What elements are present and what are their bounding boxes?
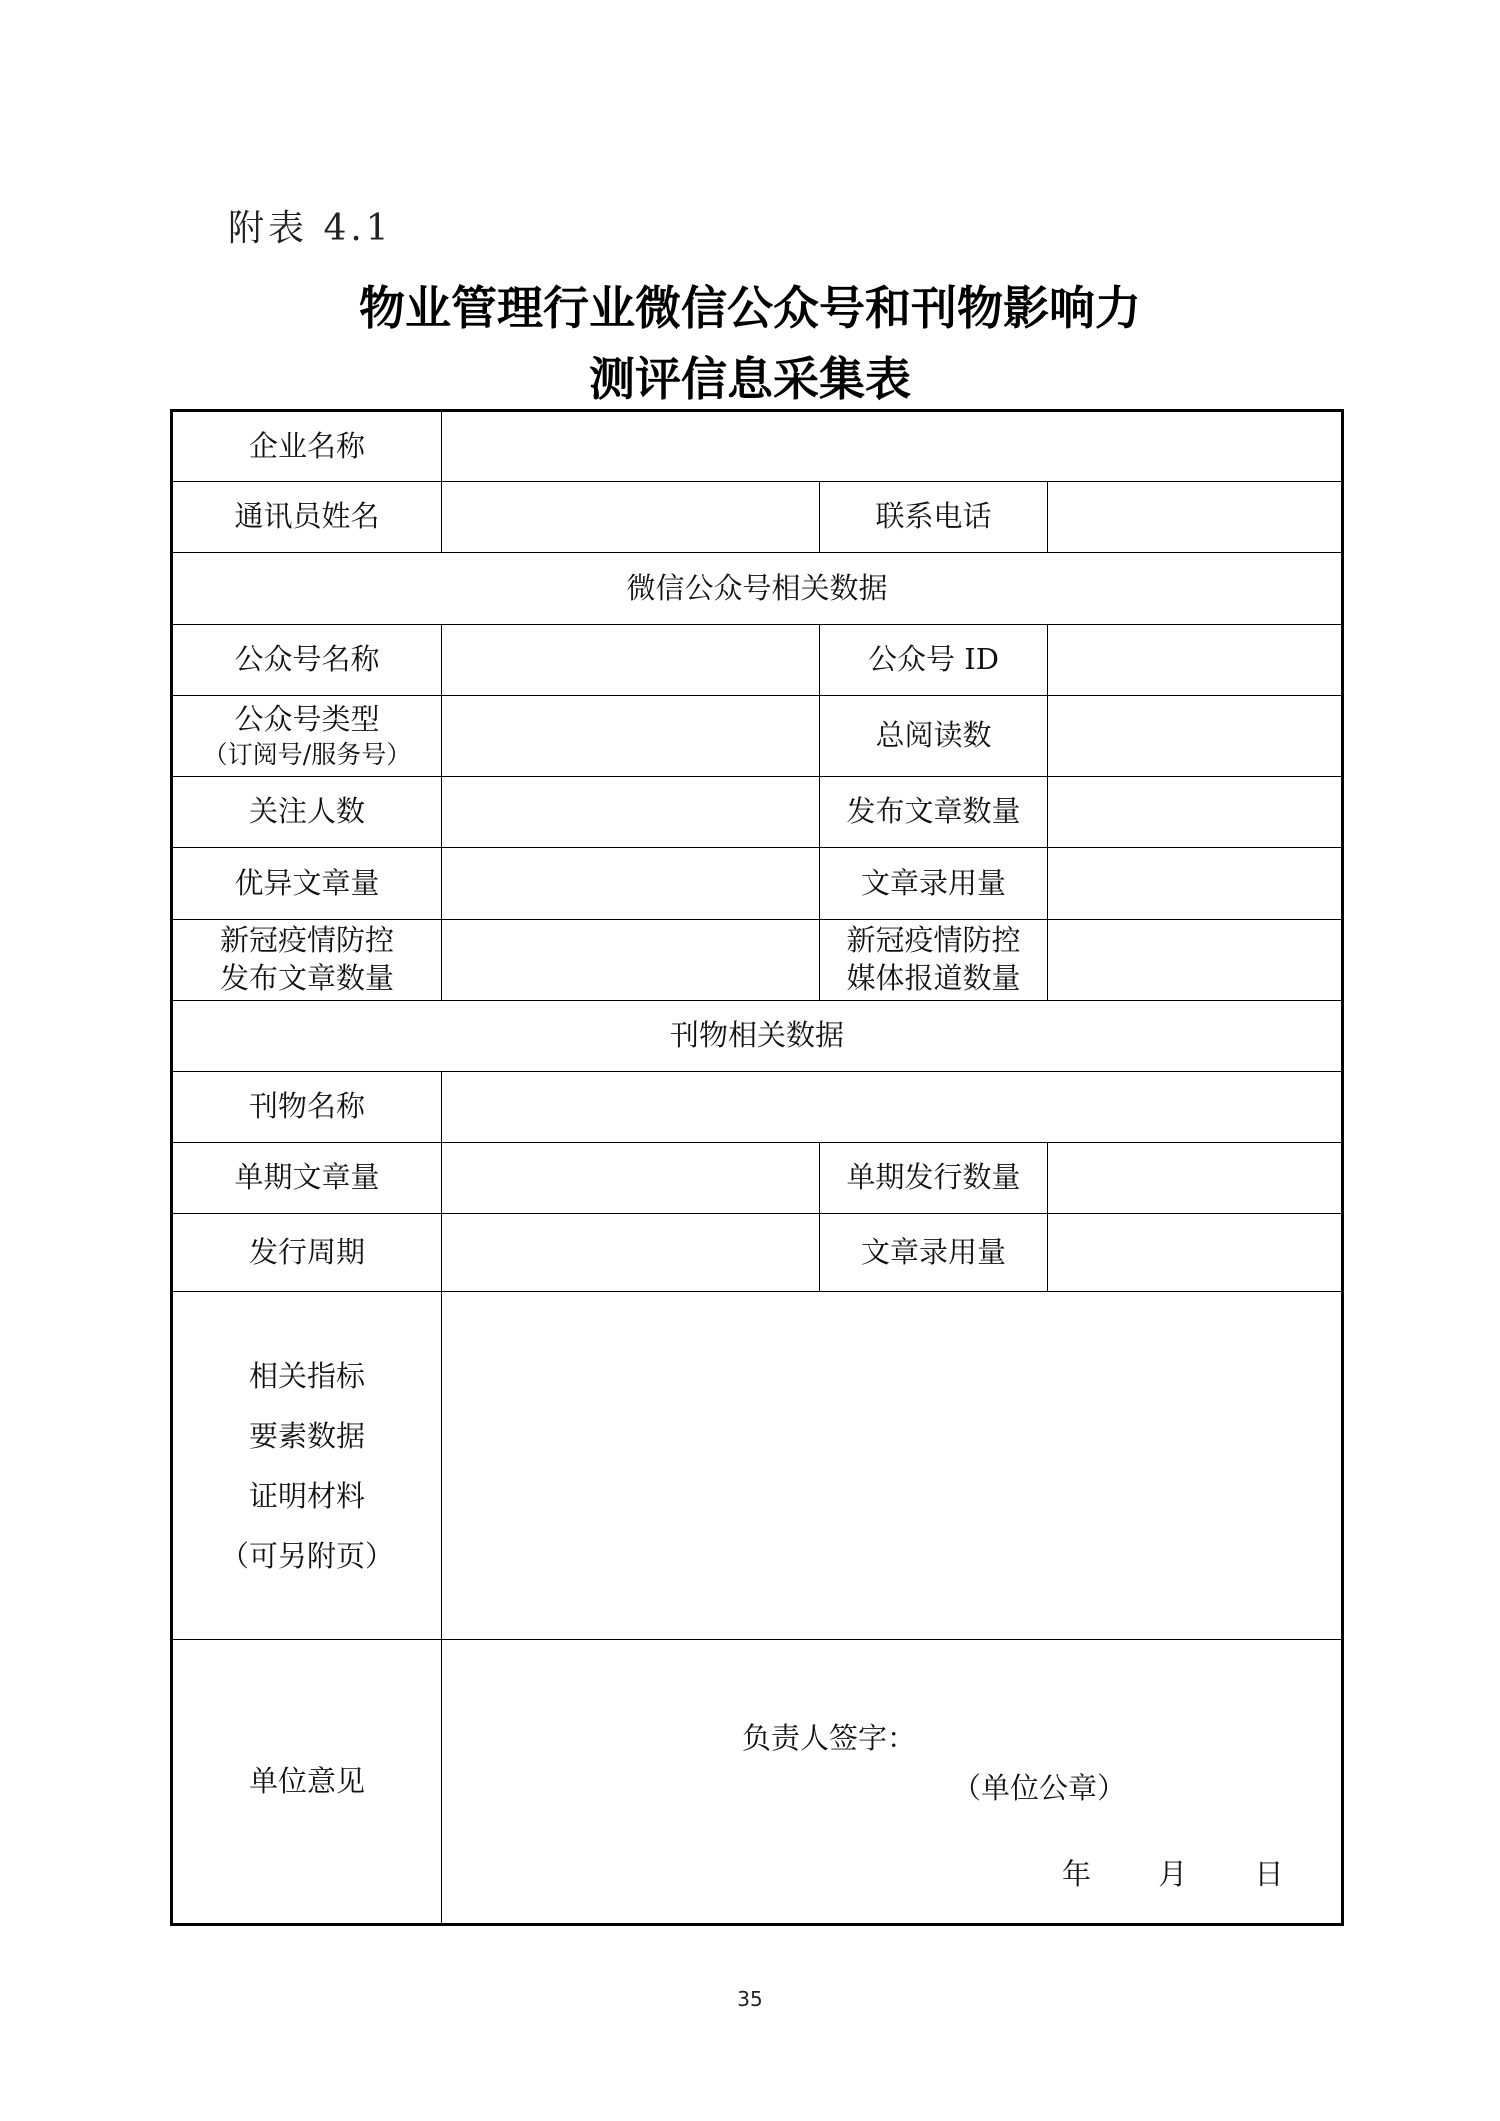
covid-media-line2: 媒体报道数量 — [846, 961, 1021, 995]
account-id-label: 公众号 ID — [820, 625, 1048, 696]
excellent-articles-label: 优异文章量 — [172, 848, 442, 920]
table-row — [172, 553, 1343, 625]
table-row — [172, 1292, 1343, 1640]
issue-circulation-label: 单期发行数量 — [820, 1143, 1048, 1214]
total-reads-field[interactable] — [1048, 696, 1343, 777]
table-row — [172, 920, 1343, 1001]
date-line — [1062, 1856, 1283, 1894]
excellent-articles-field[interactable] — [442, 848, 820, 920]
account-name-field[interactable] — [442, 625, 820, 696]
table-row — [172, 482, 1343, 553]
page-number: 35 — [737, 1987, 763, 2011]
covid-media-label — [820, 920, 1048, 1001]
evidence-line3: 证明材料 — [248, 1478, 365, 1513]
table-row — [172, 411, 1343, 482]
issue-articles-field[interactable] — [442, 1143, 820, 1214]
signature-label: 负责人签字： — [742, 1721, 917, 1755]
unit-opinion-label: 单位意见 — [172, 1640, 442, 1925]
account-id-field[interactable] — [1048, 625, 1343, 696]
articles-adopted-label: 文章录用量 — [820, 848, 1048, 920]
seal-label: （单位公章） — [952, 1771, 1127, 1805]
info-collection-table — [170, 409, 1344, 1926]
account-name-label: 公众号名称 — [172, 625, 442, 696]
issue-circulation-field[interactable] — [1048, 1143, 1343, 1214]
contact-phone-label: 联系电话 — [820, 482, 1048, 553]
table-row — [172, 1214, 1343, 1292]
evidence-line1: 相关指标 — [248, 1358, 365, 1393]
journal-articles-adopted-field[interactable] — [1048, 1214, 1343, 1292]
date-year: 年 — [1062, 1857, 1092, 1891]
account-type-text: 公众号类型 — [234, 701, 380, 736]
table-row — [172, 1143, 1343, 1214]
followers-field[interactable] — [442, 777, 820, 848]
table-row — [172, 696, 1343, 777]
covid-articles-field[interactable] — [442, 920, 820, 1001]
company-name-label: 企业名称 — [172, 411, 442, 482]
evidence-line4: （可另附页） — [219, 1538, 394, 1573]
issue-articles-label: 单期文章量 — [172, 1143, 442, 1214]
covid-articles-line1: 新冠疫情防控 — [219, 923, 394, 958]
table-row — [172, 1072, 1343, 1143]
articles-published-field[interactable] — [1048, 777, 1343, 848]
evidence-field[interactable] — [442, 1292, 1343, 1640]
account-type-note: （订阅号/服务号） — [202, 739, 412, 769]
journal-section-header: 刊物相关数据 — [172, 1001, 1343, 1072]
covid-articles-label — [172, 920, 442, 1001]
account-type-field[interactable] — [442, 696, 820, 777]
company-name-field[interactable] — [442, 411, 1343, 482]
articles-published-label: 发布文章数量 — [820, 777, 1048, 848]
unit-opinion-field[interactable] — [442, 1640, 1343, 1925]
followers-label: 关注人数 — [172, 777, 442, 848]
wechat-section-header: 微信公众号相关数据 — [172, 553, 1343, 625]
articles-adopted-field[interactable] — [1048, 848, 1343, 920]
date-month: 月 — [1158, 1857, 1188, 1891]
table-row — [172, 1640, 1343, 1925]
contact-phone-field[interactable] — [1048, 482, 1343, 553]
form-title: 物业管理行业微信公众号和刊物影响力 — [359, 281, 1141, 335]
date-day: 日 — [1254, 1857, 1284, 1891]
publish-cycle-field[interactable] — [442, 1214, 820, 1292]
total-reads-label: 总阅读数 — [820, 696, 1048, 777]
publish-cycle-label: 发行周期 — [172, 1214, 442, 1292]
journal-name-field[interactable] — [442, 1072, 1343, 1143]
account-type-label — [172, 696, 442, 777]
table-row — [172, 848, 1343, 920]
evidence-line2: 要素数据 — [248, 1418, 365, 1453]
covid-media-field[interactable] — [1048, 920, 1343, 1001]
form-subtitle: 测评信息采集表 — [589, 352, 911, 406]
journal-name-label: 刊物名称 — [172, 1072, 442, 1143]
appendix-label: 附表 4.1 — [228, 208, 393, 249]
correspondent-name-label: 通讯员姓名 — [172, 482, 442, 553]
table-row — [172, 625, 1343, 696]
table-row — [172, 1001, 1343, 1072]
journal-articles-adopted-label: 文章录用量 — [820, 1214, 1048, 1292]
correspondent-name-field[interactable] — [442, 482, 820, 553]
covid-media-line1: 新冠疫情防控 — [846, 923, 1021, 958]
covid-articles-line2: 发布文章数量 — [219, 961, 394, 995]
table-row — [172, 777, 1343, 848]
evidence-label — [172, 1292, 442, 1640]
